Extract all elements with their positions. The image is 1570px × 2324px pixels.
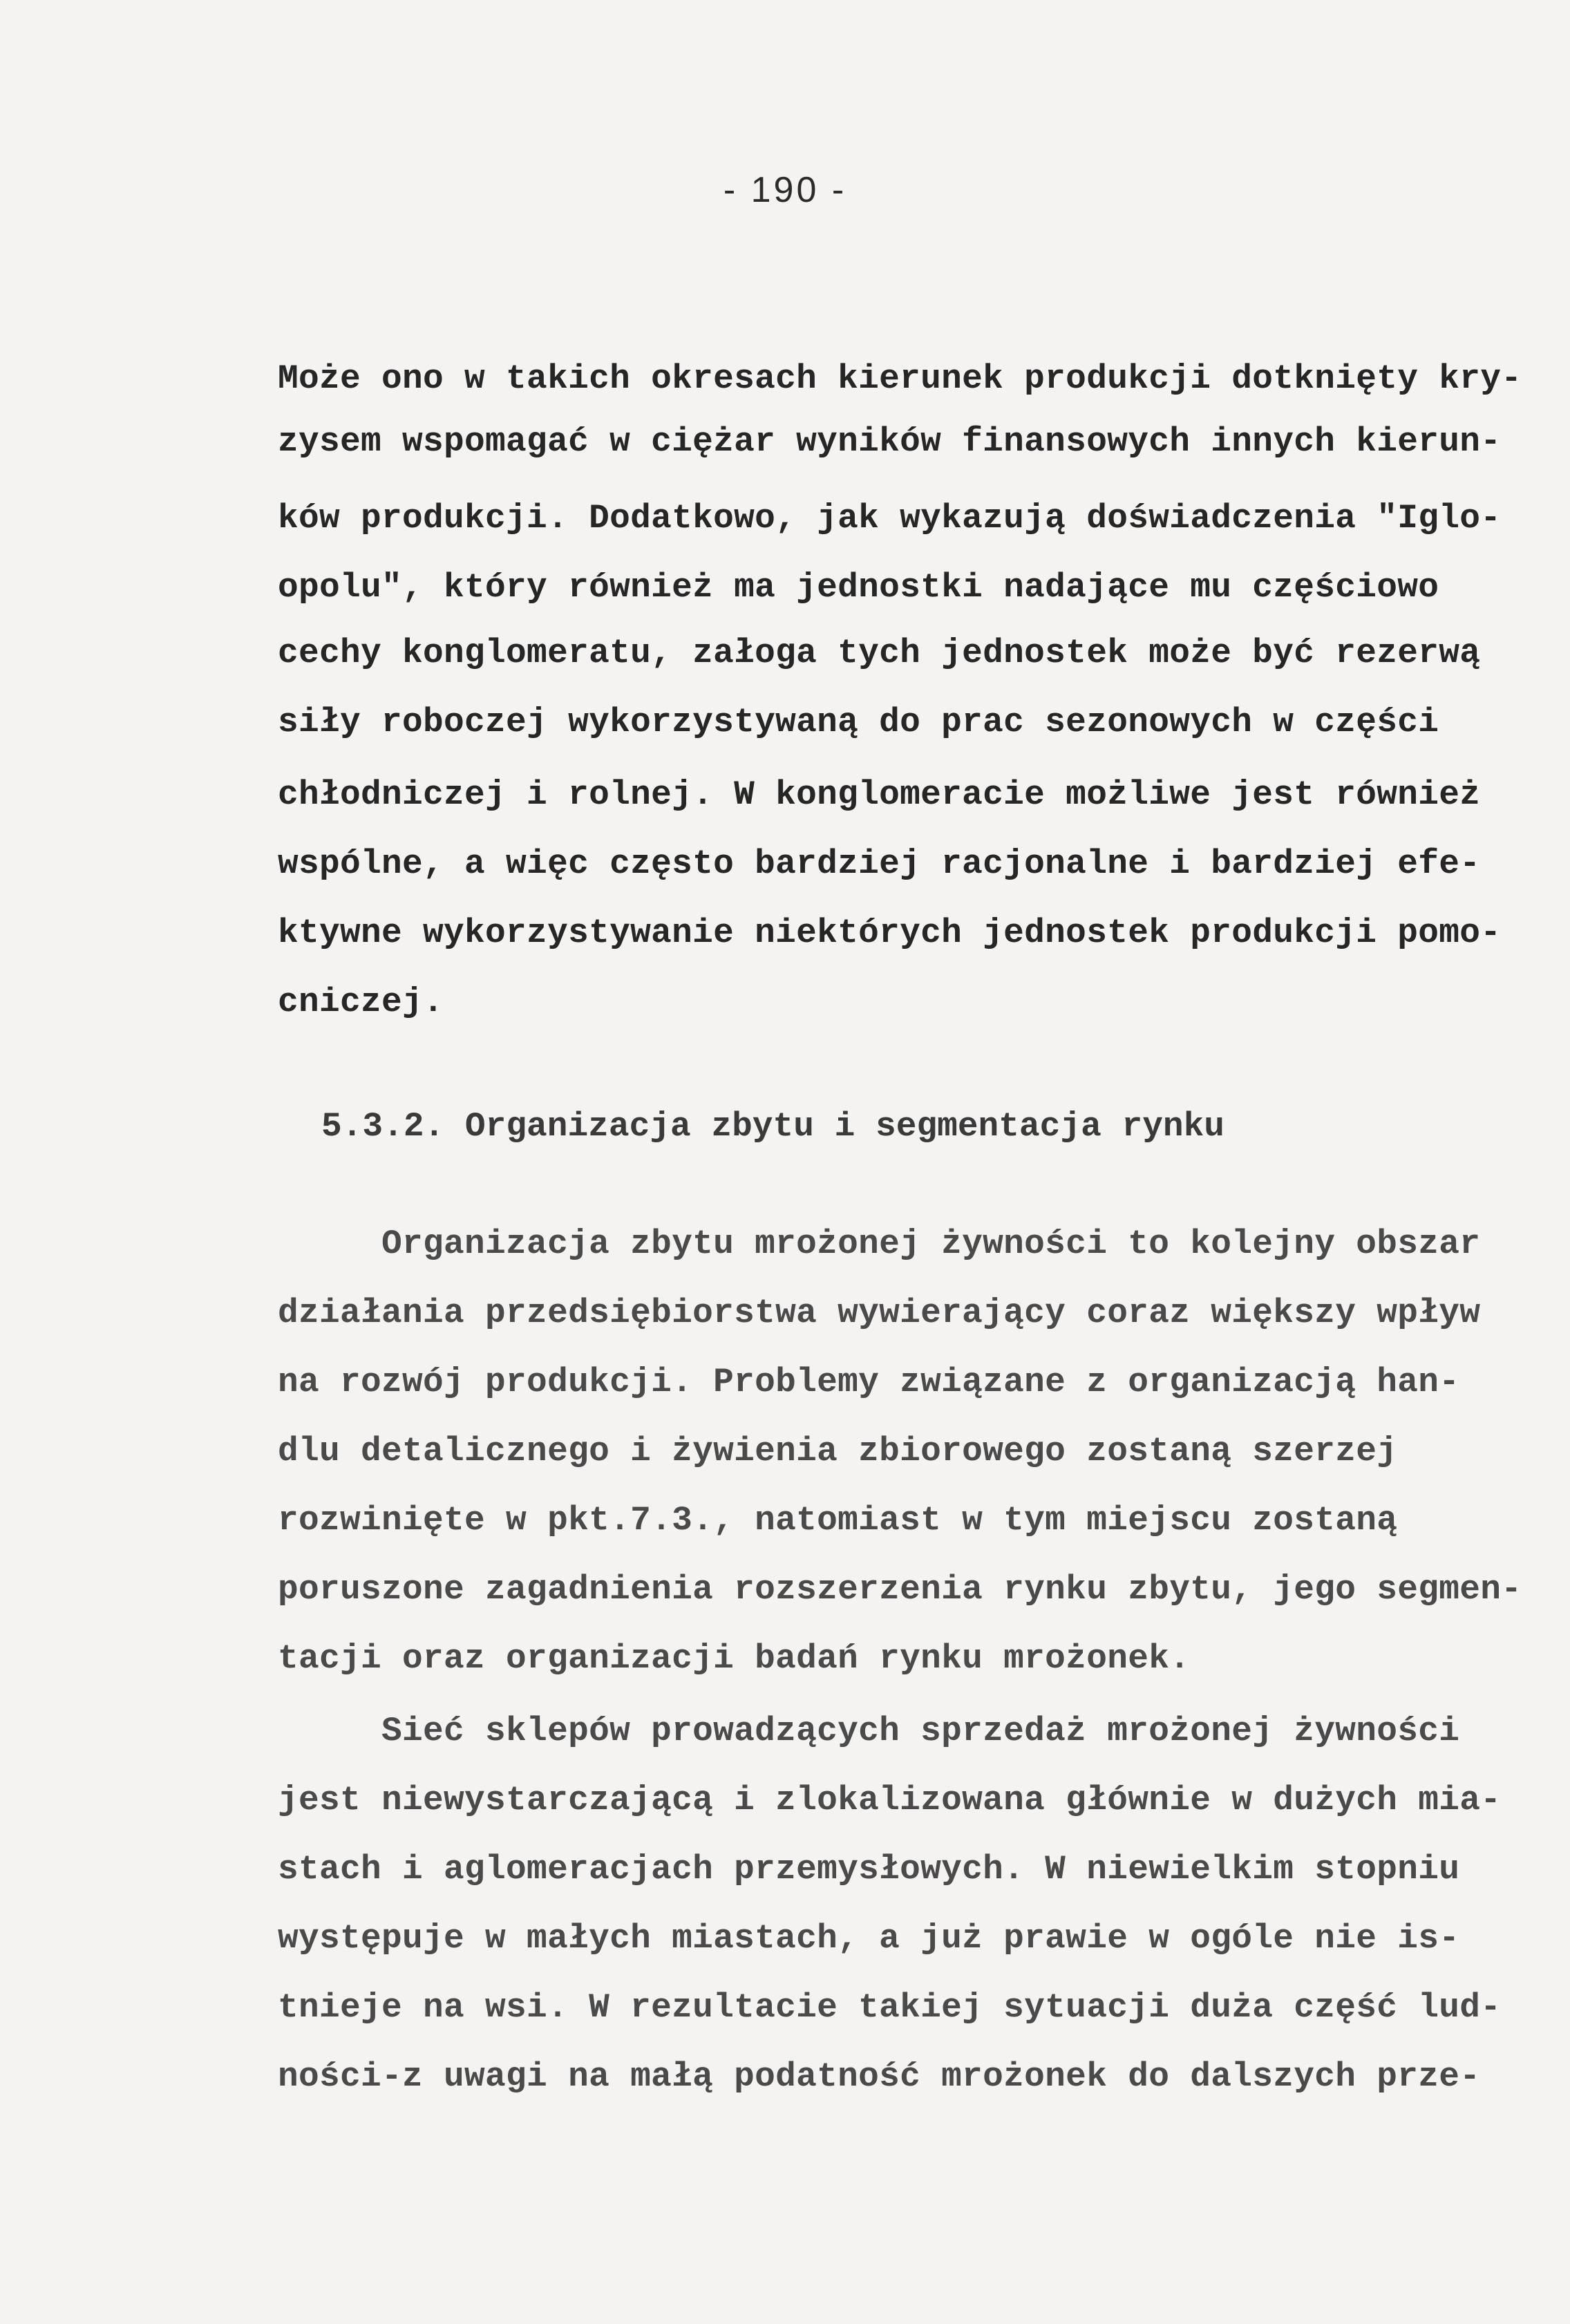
paragraph-line: siły roboczej wykorzystywaną do prac sezonowych w części [278, 703, 1439, 741]
paragraph-line: cniczej. [278, 983, 444, 1021]
paragraph-line: ktywne wykorzystywanie niektórych jednostek produkcji pomo- [278, 914, 1502, 952]
paragraph-line: działania przedsiębiorstwa wywierający coraz większy wpływ [278, 1294, 1481, 1332]
paragraph-line: ków produkcji. Dodatkowo, jak wykazują doświadczenia "Iglo- [278, 499, 1502, 538]
paragraph-line: stach i aglomeracjach przemysłowych. W niewielkim stopniu [278, 1850, 1460, 1889]
paragraph-line: na rozwój produkcji. Problemy związane z organizacją han- [278, 1363, 1460, 1401]
paragraph-line: chłodniczej i rolnej. W konglomeracie możliwe jest również [278, 775, 1481, 814]
paragraph-line: cechy konglomeratu, załoga tych jednostek może być rezerwą [278, 634, 1481, 672]
paragraph-line: Organizacja zbytu mrożonej żywności to kolejny obszar [278, 1225, 1481, 1263]
paragraph-line: tacji oraz organizacji badań rynku mrożonek. [278, 1639, 1191, 1678]
paragraph-line: ności-z uwagi na małą podatność mrożonek do dalszych prze- [278, 2057, 1481, 2096]
paragraph-line: Sieć sklepów prowadzących sprzedaż mrożonej żywności [278, 1712, 1460, 1750]
paragraph-line: zysem wspomagać w ciężar wyników finansowych innych kierun- [278, 422, 1502, 461]
paragraph-line: wspólne, a więc często bardziej racjonalne i bardziej efe- [278, 844, 1481, 883]
page-number: - 190 - [723, 170, 847, 210]
paragraph-line: Może ono w takich okresach kierunek produkcji dotknięty kry- [278, 359, 1522, 398]
paragraph-line: występuje w małych miastach, a już prawie w ogóle nie is- [278, 1919, 1460, 1958]
section-heading: 5.3.2. Organizacja zbytu i segmentacja rynku [321, 1107, 1225, 1146]
paragraph-line: opolu", który również ma jednostki nadające mu częściowo [278, 568, 1439, 607]
paragraph-line: dlu detalicznego i żywienia zbiorowego zostaną szerzej [278, 1432, 1398, 1471]
paragraph-line: rozwinięte w pkt.7.3., natomiast w tym miejscu zostaną [278, 1501, 1398, 1540]
paragraph-line: poruszone zagadnienia rozszerzenia rynku zbytu, jego segmen- [278, 1570, 1522, 1609]
paragraph-line: jest niewystarczającą i zlokalizowana głównie w dużych mia- [278, 1781, 1502, 1820]
paragraph-line: tnieje na wsi. W rezultacie takiej sytuacji duża część lud- [278, 1988, 1502, 2027]
